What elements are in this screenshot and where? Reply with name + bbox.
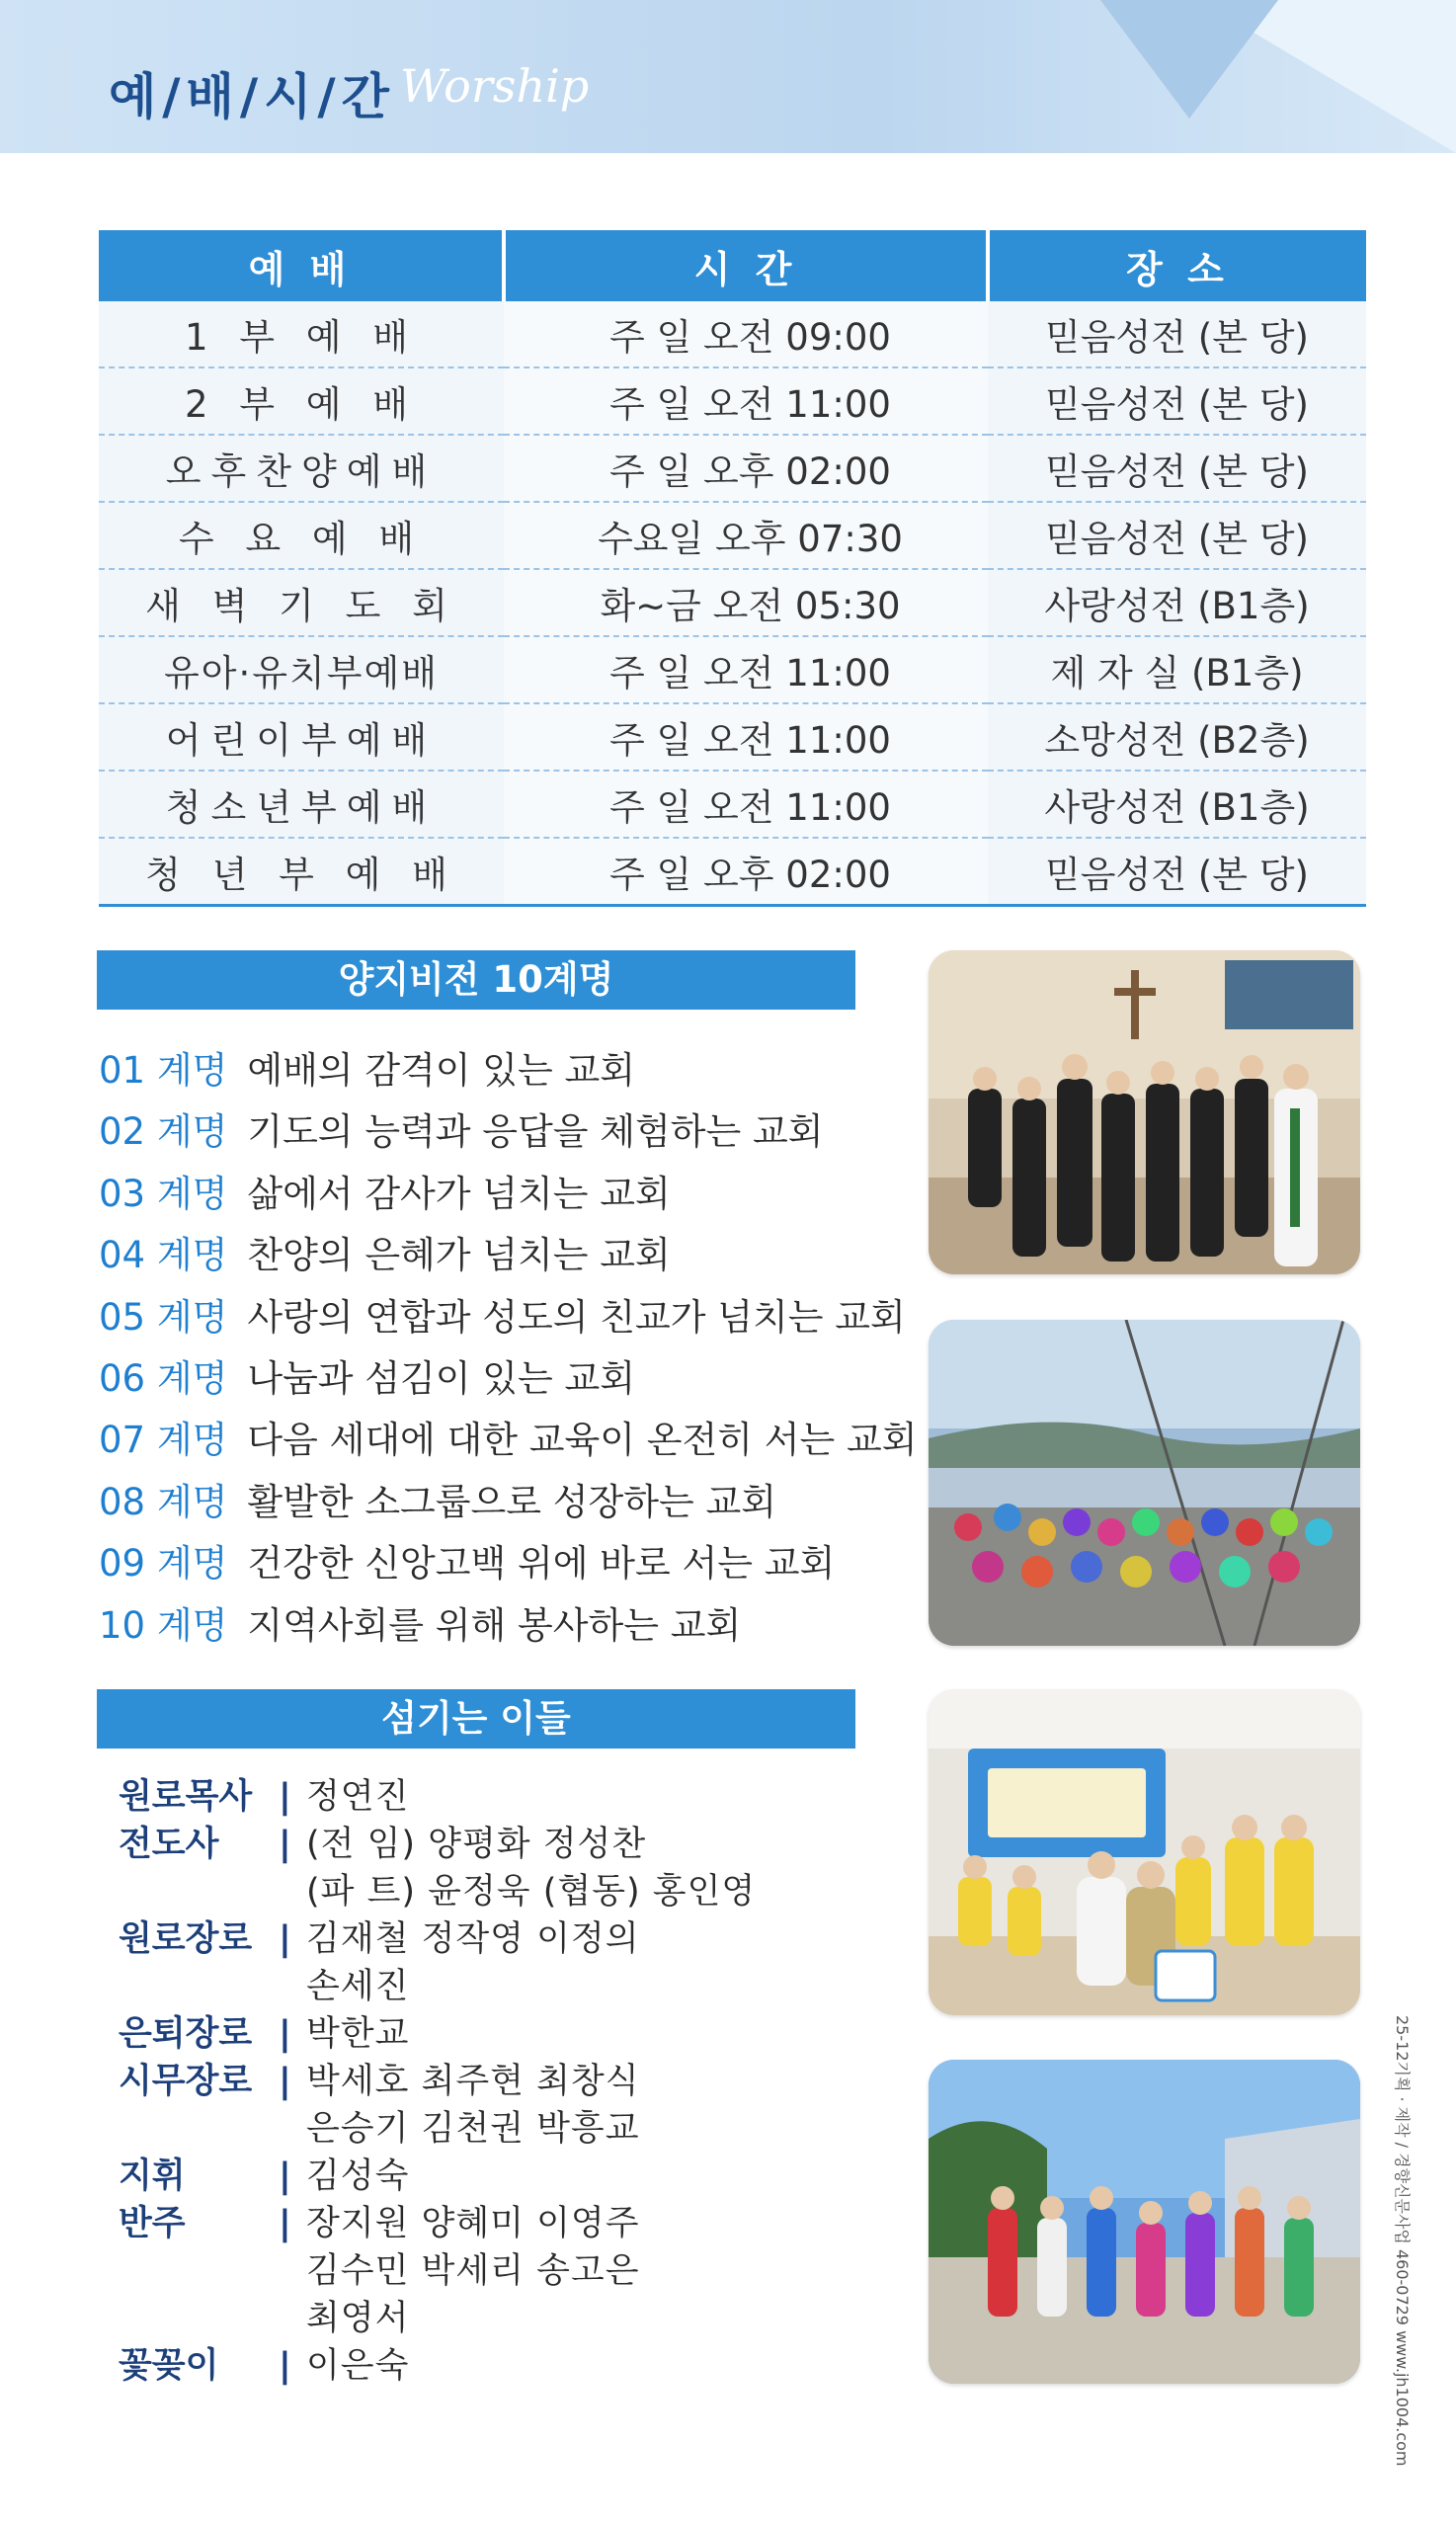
list-item bbox=[99, 1225, 889, 1286]
staff-names: 김성숙 bbox=[306, 2157, 410, 2196]
service-name: 새 벽 기 도 회 bbox=[99, 569, 504, 636]
vision-number: 06 계명 bbox=[99, 1356, 228, 1400]
staff-role: 꽃꽂이 bbox=[119, 2346, 219, 2386]
vision-text: 다음 세대에 대한 교육이 온전히 서는 교회 bbox=[247, 1419, 918, 1462]
vision-text: 삶에서 감사가 넘치는 교회 bbox=[247, 1172, 671, 1215]
staff-names: 박한교 bbox=[306, 2014, 410, 2054]
column-header-service: 예 배 bbox=[99, 230, 504, 301]
staff-names: 김수민 박세리 송고은 bbox=[306, 2251, 640, 2291]
service-time: 화~금 오전 05:30 bbox=[504, 569, 988, 636]
photo-outdoor-celebration bbox=[929, 2060, 1360, 2384]
staff-row bbox=[119, 2295, 869, 2342]
vision-number: 05 계명 bbox=[99, 1295, 228, 1339]
service-place: 믿음성전 (본 당) bbox=[988, 367, 1366, 435]
service-place: 소망성전 (B2층) bbox=[988, 703, 1366, 771]
column-header-place: 장 소 bbox=[988, 230, 1366, 301]
page-title: 예/배/시/간 bbox=[109, 68, 395, 125]
vision-number: 02 계명 bbox=[99, 1110, 228, 1154]
service-place: 사랑성전 (B1층) bbox=[988, 569, 1366, 636]
table-row bbox=[99, 703, 1366, 771]
table-row bbox=[99, 367, 1366, 435]
photo-outdoor-celebration-image bbox=[929, 2060, 1360, 2384]
vision-text: 사랑의 연합과 성도의 친교가 넘치는 교회 bbox=[247, 1295, 906, 1339]
vision-text: 찬양의 은혜가 넘치는 교회 bbox=[247, 1234, 671, 1277]
staff-separator: | bbox=[279, 2204, 291, 2243]
vision-text: 활발한 소그룹으로 성장하는 교회 bbox=[247, 1480, 776, 1523]
staff-role: 원로목사 bbox=[119, 1777, 253, 1817]
staff-row bbox=[119, 1963, 869, 2010]
photo-children-event-image bbox=[929, 1689, 1360, 2015]
staff-separator: | bbox=[279, 1919, 291, 1959]
list-item bbox=[99, 1040, 889, 1101]
table-row bbox=[99, 771, 1366, 838]
staff-names: 손세진 bbox=[306, 1967, 410, 2006]
service-place: 믿음성전 (본 당) bbox=[988, 502, 1366, 569]
staff-role: 지휘 bbox=[119, 2157, 186, 2196]
service-name: 1 부 예 배 bbox=[99, 301, 504, 367]
service-name: 2 부 예 배 bbox=[99, 367, 504, 435]
staff-row bbox=[119, 2105, 869, 2153]
service-place: 믿음성전 (본 당) bbox=[988, 838, 1366, 906]
print-credit: 25-12기획 · 제작 / 경향신문사업 460-0729 www.jh1004.com bbox=[1393, 2015, 1412, 2467]
table-row bbox=[99, 569, 1366, 636]
table-row bbox=[99, 502, 1366, 569]
photo-outdoor-group-image bbox=[929, 1320, 1360, 1646]
table-row bbox=[99, 636, 1366, 703]
service-time: 주 일 오전 11:00 bbox=[504, 771, 988, 838]
vision-number: 08 계명 bbox=[99, 1480, 228, 1523]
table-row bbox=[99, 435, 1366, 502]
staff-row bbox=[119, 1868, 869, 1915]
column-header-time: 시 간 bbox=[504, 230, 988, 301]
staff-row bbox=[119, 2010, 869, 2058]
service-time: 주 일 오후 02:00 bbox=[504, 435, 988, 502]
list-item bbox=[99, 1164, 889, 1225]
staff-separator: | bbox=[279, 1777, 291, 1817]
photo-church-leaders bbox=[929, 950, 1360, 1274]
vision-text: 지역사회를 위해 봉사하는 교회 bbox=[247, 1603, 742, 1647]
service-time: 주 일 오전 11:00 bbox=[504, 703, 988, 771]
staff-list bbox=[119, 1773, 869, 2390]
vision-number: 01 계명 bbox=[99, 1049, 228, 1092]
service-name: 오후찬양예배 bbox=[99, 435, 504, 502]
service-name: 어린이부예배 bbox=[99, 703, 504, 771]
staff-names: 이은숙 bbox=[306, 2346, 410, 2386]
staff-row bbox=[119, 2200, 869, 2247]
staff-names: 김재철 정작영 이정의 bbox=[306, 1919, 640, 1959]
staff-role: 시무장로 bbox=[119, 2062, 253, 2101]
staff-row bbox=[119, 1773, 869, 1821]
staff-names: 은승기 김천권 박흥교 bbox=[306, 2109, 640, 2149]
vision-text: 기도의 능력과 응답을 체험하는 교회 bbox=[247, 1110, 824, 1154]
service-place: 믿음성전 (본 당) bbox=[988, 435, 1366, 502]
service-time: 수요일 오후 07:30 bbox=[504, 502, 988, 569]
staff-role: 은퇴장로 bbox=[119, 2014, 253, 2054]
service-place: 믿음성전 (본 당) bbox=[988, 301, 1366, 367]
staff-separator: | bbox=[279, 2062, 291, 2101]
staff-row bbox=[119, 2247, 869, 2295]
staff-names: (전 임) 양평화 정성찬 bbox=[306, 1825, 647, 1864]
service-name: 청 년 부 예 배 bbox=[99, 838, 504, 906]
service-time: 주 일 오후 02:00 bbox=[504, 838, 988, 906]
service-name: 수 요 예 배 bbox=[99, 502, 504, 569]
list-item bbox=[99, 1101, 889, 1163]
staff-names: 최영서 bbox=[306, 2299, 410, 2338]
list-item bbox=[99, 1410, 918, 1471]
header-decoration-triangle bbox=[1100, 0, 1278, 119]
staff-role: 전도사 bbox=[119, 1825, 219, 1864]
service-time: 주 일 오전 11:00 bbox=[504, 367, 988, 435]
vision-text: 건강한 신앙고백 위에 바로 서는 교회 bbox=[247, 1542, 836, 1586]
page-subtitle: Worship bbox=[400, 59, 590, 113]
service-time: 주 일 오전 11:00 bbox=[504, 636, 988, 703]
staff-row bbox=[119, 2058, 869, 2105]
photo-outdoor-group bbox=[929, 1320, 1360, 1646]
staff-names: 박세호 최주현 최창식 bbox=[306, 2062, 640, 2101]
staff-names: (파 트) 윤정욱 (협동) 홍인영 bbox=[306, 1872, 757, 1912]
vision-number: 09 계명 bbox=[99, 1542, 228, 1586]
staff-names: 정연진 bbox=[306, 1777, 410, 1817]
table-header-row bbox=[99, 230, 1366, 301]
staff-role: 반주 bbox=[119, 2204, 186, 2243]
staff-names: 장지원 양혜미 이영주 bbox=[306, 2204, 640, 2243]
list-item bbox=[99, 1348, 889, 1410]
vision-number: 04 계명 bbox=[99, 1234, 228, 1277]
staff-separator: | bbox=[279, 1825, 291, 1864]
table-row bbox=[99, 838, 1366, 906]
staff-separator: | bbox=[279, 2014, 291, 2054]
vision-section-title: 양지비전 10계명 bbox=[97, 950, 855, 1010]
staff-row bbox=[119, 2153, 869, 2200]
vision-list bbox=[99, 1040, 918, 1657]
list-item bbox=[99, 1533, 889, 1594]
staff-separator: | bbox=[279, 2346, 291, 2386]
staff-separator: | bbox=[279, 2157, 291, 2196]
photo-church-leaders-image bbox=[929, 950, 1360, 1274]
service-time: 주 일 오전 09:00 bbox=[504, 301, 988, 367]
vision-text: 나눔과 섬김이 있는 교회 bbox=[247, 1356, 636, 1400]
service-place: 제 자 실 (B1층) bbox=[988, 636, 1366, 703]
staff-row bbox=[119, 2342, 869, 2390]
table-row bbox=[99, 301, 1366, 367]
staff-row bbox=[119, 1821, 869, 1868]
service-place: 사랑성전 (B1층) bbox=[988, 771, 1366, 838]
vision-number: 10 계명 bbox=[99, 1603, 228, 1647]
list-item bbox=[99, 1287, 906, 1348]
service-name: 청소년부예배 bbox=[99, 771, 504, 838]
list-item bbox=[99, 1595, 889, 1657]
staff-section-title: 섬기는 이들 bbox=[97, 1689, 855, 1749]
vision-text: 예배의 감격이 있는 교회 bbox=[247, 1049, 636, 1092]
service-name: 유아·유치부예배 bbox=[99, 636, 504, 703]
list-item bbox=[99, 1472, 889, 1533]
staff-row bbox=[119, 1915, 869, 1963]
photo-children-event bbox=[929, 1689, 1360, 2015]
vision-number: 07 계명 bbox=[99, 1419, 228, 1462]
vision-number: 03 계명 bbox=[99, 1172, 228, 1215]
worship-schedule-table bbox=[99, 230, 1366, 907]
staff-role: 원로장로 bbox=[119, 1919, 253, 1959]
